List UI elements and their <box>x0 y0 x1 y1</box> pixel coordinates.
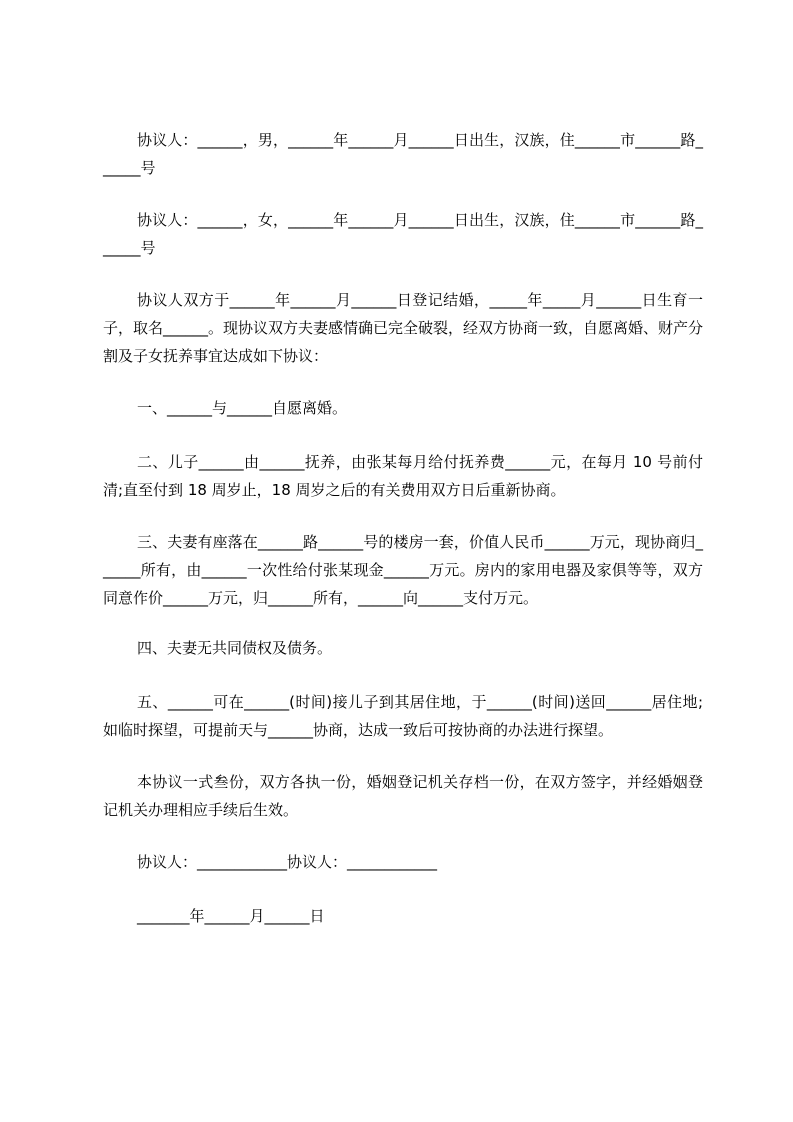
intro-paragraph: 协议人双方于______年______月______日登记结婚，_____年_____月______日生育一子，取名______。现协议双方夫妻感情确已完全破裂，经双方协商一致，自愿离婚、财产分割及子女抚养事宜达成如下协议： <box>103 291 704 365</box>
clause-4-paragraph: 四、夫妻无共同债权及债务。 <box>137 639 333 657</box>
party-2-paragraph: 协议人：______，女，______年______月______日出生，汉族，住______市______路______号 <box>103 211 703 257</box>
date-line: _______年______月______日 <box>137 907 325 925</box>
clause-1-paragraph: 一、______与______自愿离婚。 <box>137 399 348 417</box>
party-1-paragraph: 协议人：______，男，______年______月______日出生，汉族，住______市______路______号 <box>103 131 703 177</box>
clause-2-paragraph: 二、儿子______由______抚养，由张某每月给付抚养费______元，在每月 10 号前付清;直至付到 18 周岁止，18 周岁之后的有关费用双方日后重新协商。 <box>103 453 703 499</box>
effective-clause-paragraph: 本协议一式叁份，双方各执一份，婚姻登记机关存档一份，在双方签字，并经婚姻登记机关办理相应手续后生效。 <box>103 773 703 819</box>
clause-3-paragraph: 三、夫妻有座落在______路______号的楼房一套，价值人民币______万元，现协商归______所有，由______一次性给付张某现金______万元。房内的家用电器及家俱等等，双方同意作价______万元，归______所有，______向______支付万元。 <box>103 533 703 607</box>
clause-5-paragraph: 五、______可在______(时间)接儿子到其居住地，于______(时间)送回______居住地;如临时探望，可提前天与______协商，达成一致后可按协商的办法进行探望。 <box>103 693 703 739</box>
signature-line: 协议人：____________协议人：____________ <box>137 853 438 871</box>
